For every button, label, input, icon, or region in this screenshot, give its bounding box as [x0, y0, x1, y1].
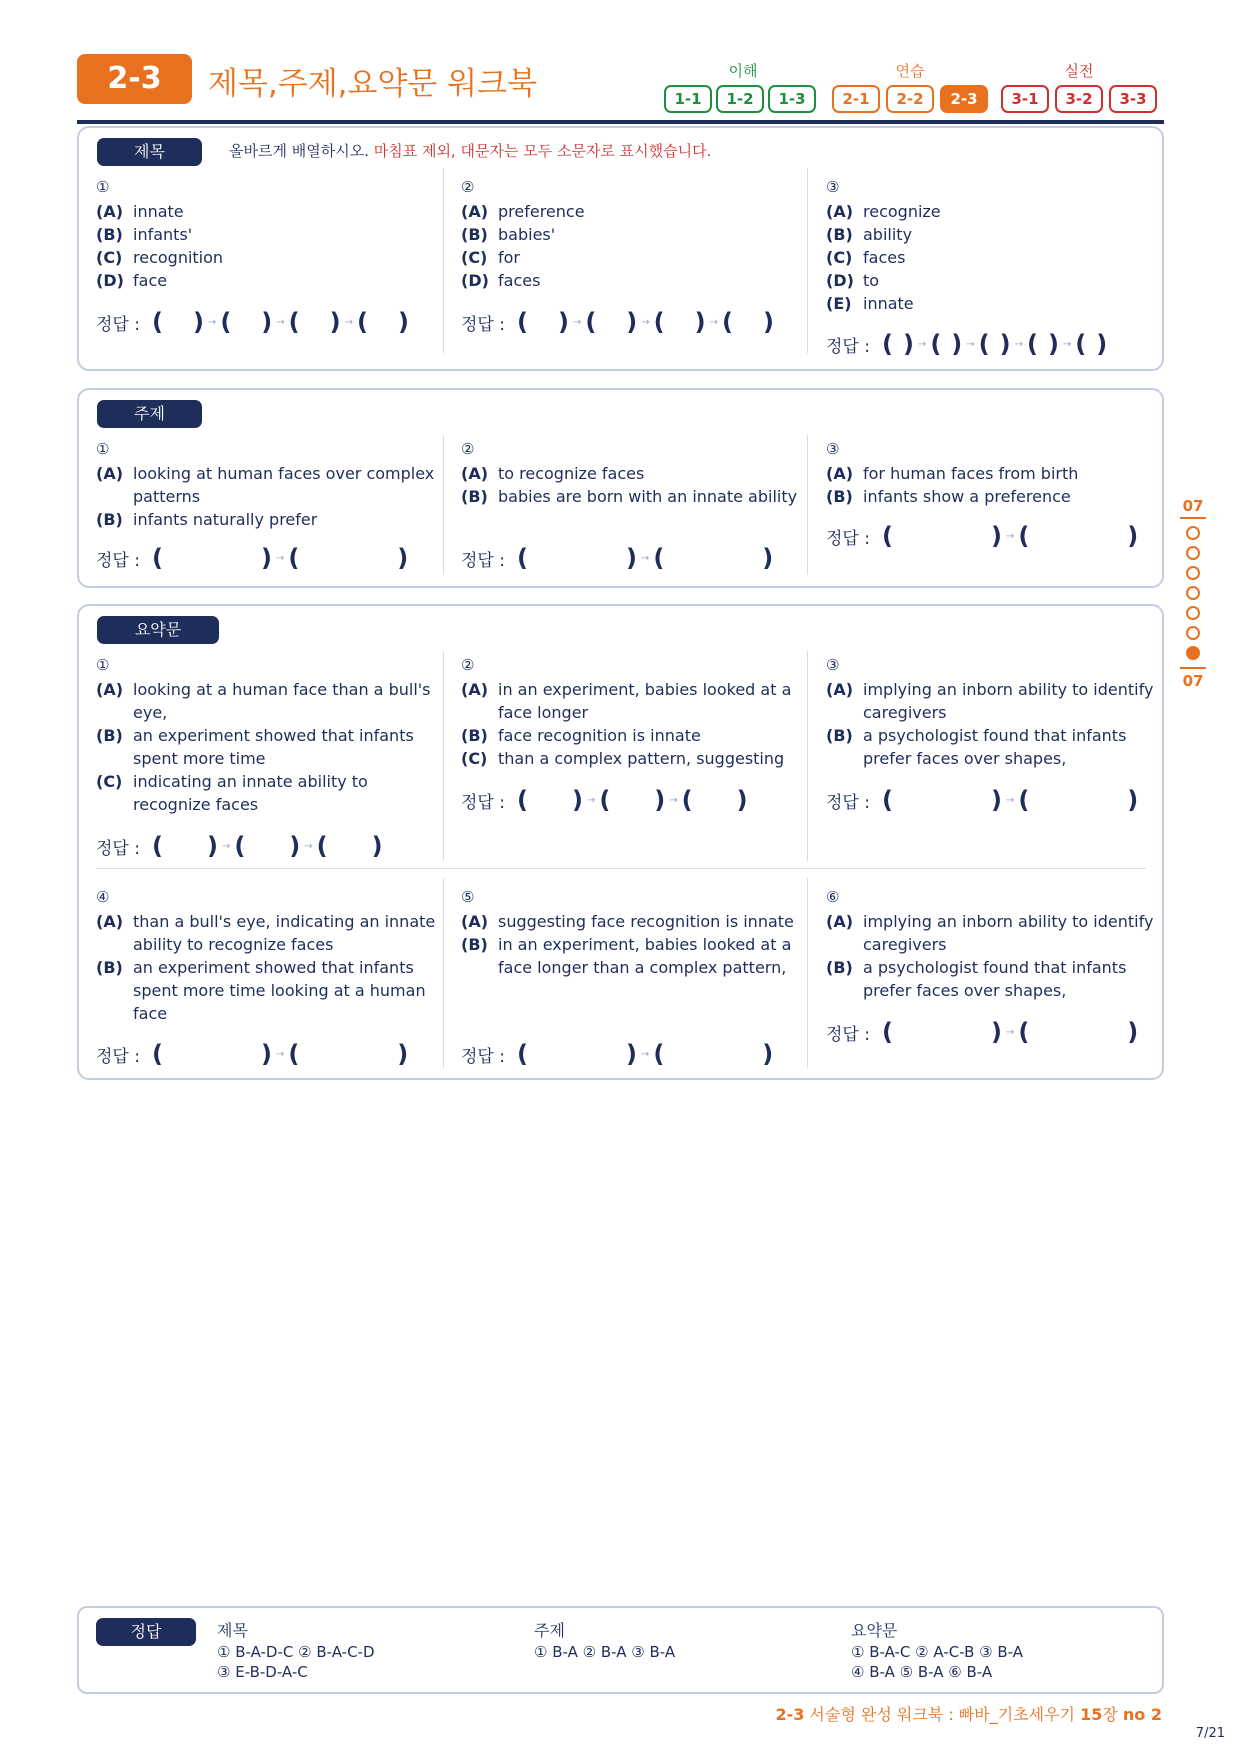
answer-blank-open: (	[1018, 522, 1030, 550]
option: (A) looking at a human face than a bull's eye,	[96, 680, 431, 722]
answer-blank-open: (	[585, 308, 597, 336]
progress-dot[interactable]	[1186, 566, 1200, 580]
question-number: ①	[96, 656, 110, 674]
nav-button-3-2[interactable]: 3-2	[1055, 85, 1103, 113]
answer-blank-close: )	[1127, 786, 1139, 814]
answer-blank-close: )	[571, 786, 583, 814]
nav-button-2-3[interactable]: 2-3	[940, 85, 988, 113]
answer-blank-close: )	[1096, 330, 1108, 358]
column-divider	[443, 878, 444, 1068]
header-rule	[77, 120, 1164, 124]
answer-blank-close: )	[1127, 522, 1139, 550]
answer-row[interactable]: 정답 : ( ) → ( )	[826, 1018, 1139, 1046]
option: (B) a psychologist found that infants prefer faces over shapes,	[826, 726, 1127, 768]
question-number: ①	[96, 440, 110, 458]
answer-blank-open: (	[288, 308, 300, 336]
answer-blank-open: (	[721, 308, 733, 336]
instruction	[229, 140, 711, 161]
option: (A) innate	[96, 202, 184, 221]
answer-row[interactable]: 정답 : ( ) → ( )	[96, 544, 409, 572]
arrow-icon: →	[641, 316, 650, 328]
section-label-summary: 요약문	[97, 616, 219, 644]
answer-row[interactable]: 정답 : ( ) → ( )	[461, 1040, 774, 1068]
answer-blank-open: (	[234, 832, 246, 860]
arrow-icon: →	[586, 794, 596, 806]
answer-blank-close: )	[260, 544, 272, 572]
option: (D) faces	[461, 271, 541, 290]
answer-row[interactable]: 정답 : ( ) → ( ) → ( ) → ( ) → ( )	[826, 330, 1108, 358]
answer-blank-open: (	[653, 1040, 665, 1068]
question-number: ①	[96, 178, 110, 196]
side-page-number-bottom: 07	[1182, 672, 1204, 690]
question-number: ⑤	[461, 888, 475, 906]
title-section	[77, 126, 1164, 371]
arrow-icon: →	[1005, 1026, 1015, 1038]
summary-question-2	[461, 656, 801, 861]
arrow-icon: →	[917, 338, 927, 350]
answer-blank-close: )	[990, 786, 1002, 814]
arrow-icon: →	[572, 316, 582, 328]
option: (B) infants show a preference	[826, 487, 1071, 506]
answer-blank-close: )	[192, 308, 204, 336]
answer-blank-open: (	[151, 544, 163, 572]
column-divider	[443, 168, 444, 353]
column-divider	[443, 651, 444, 861]
arrow-icon: →	[640, 552, 650, 564]
nav-button-2-2[interactable]: 2-2	[886, 85, 934, 113]
answer-row[interactable]: 정답 : ( ) → ( ) → ( ) → ( )	[96, 308, 409, 336]
footer-text: 서술형 완성 워크북 : 빠바_기초세우기	[804, 1705, 1081, 1724]
nav-button-3-3[interactable]: 3-3	[1109, 85, 1157, 113]
answer-key-summary-line: ① B-A-C ② A-C-B ③ B-A	[851, 1643, 1023, 1661]
answer-blank-close: )	[999, 330, 1011, 358]
option: (D) face	[96, 271, 168, 290]
answer-key-title-line: ① B-A-D-C ② B-A-C-D	[217, 1643, 375, 1661]
question-number: ③	[826, 656, 840, 674]
column-divider	[443, 435, 444, 575]
option: (A) implying an inborn ability to identify caregivers	[826, 912, 1154, 954]
option: (B) an experiment showed that infants spent more time looking at a human face	[96, 958, 426, 1023]
answer-blank-close: )	[626, 308, 638, 336]
column-divider	[807, 878, 808, 1068]
answer-blank-close: )	[951, 330, 963, 358]
answer-row[interactable]: 정답 : ( ) → ( )	[96, 1040, 409, 1068]
answer-key-box	[77, 1606, 1164, 1694]
arrow-icon: →	[304, 840, 313, 852]
answer-blank-close: )	[1127, 1018, 1139, 1046]
arrow-icon: →	[276, 316, 285, 328]
option: (B) an experiment showed that infants spent more time	[96, 726, 414, 768]
group-label-understand: 이해	[728, 62, 758, 80]
answer-blank-open: (	[220, 308, 232, 336]
column-divider	[807, 168, 808, 353]
page-title: 제목,주제,요약문 워크북	[208, 66, 538, 102]
side-bar	[1180, 517, 1206, 519]
column-divider	[807, 435, 808, 575]
question-number: ②	[461, 178, 475, 196]
topic-question-1	[96, 440, 436, 580]
nav-button-1-1[interactable]: 1-1	[664, 85, 712, 113]
option: (C) faces	[826, 248, 906, 267]
group-label-real: 실전	[1064, 62, 1094, 80]
answer-blank-open: (	[930, 330, 942, 358]
answer-blank-open: (	[881, 522, 893, 550]
answer-blank-open: (	[316, 832, 328, 860]
answer-blank-open: (	[288, 1040, 300, 1068]
answer-blank-open: (	[653, 308, 665, 336]
option: (B) a psychologist found that infants prefer faces over shapes,	[826, 958, 1127, 1000]
arrow-icon: →	[1005, 794, 1015, 806]
option: (E) innate	[826, 294, 914, 313]
answer-blank-close: )	[260, 1040, 272, 1068]
answer-key-title-line: ③ E-B-D-A-C	[217, 1663, 308, 1681]
progress-dot[interactable]	[1186, 546, 1200, 560]
arrow-icon: →	[1014, 338, 1023, 350]
answer-blank-close: )	[371, 832, 383, 860]
question-number: ⑥	[826, 888, 840, 906]
answer-blank-close: )	[1047, 330, 1059, 358]
progress-dot[interactable]	[1186, 586, 1200, 600]
title-question-3	[826, 178, 1166, 368]
summary-question-6	[826, 888, 1166, 1073]
instruction-note: 마침표 제외, 대문자는 모두 소문자로 표시했습니다.	[373, 142, 712, 160]
answer-blank-close: )	[990, 1018, 1002, 1046]
answer-blank-open: (	[599, 786, 611, 814]
section-label-topic: 주제	[97, 400, 202, 428]
answer-blank-open: (	[288, 544, 300, 572]
answer-row[interactable]: 정답 : ( ) → ( ) → ( ) → ( )	[461, 308, 774, 336]
answer-blank-open: (	[881, 786, 893, 814]
arrow-icon: →	[344, 316, 353, 328]
side-page-number-top: 07	[1182, 497, 1204, 515]
footer-unit: 2-3	[775, 1705, 805, 1724]
nav-button-3-1[interactable]: 3-1	[1001, 85, 1049, 113]
footer-chapter: 15	[1080, 1705, 1103, 1724]
answer-key-topic-line: ① B-A ② B-A ③ B-A	[534, 1643, 676, 1661]
answer-blank-open: (	[356, 308, 368, 336]
answer-row[interactable]: 정답 : ( ) → ( ) → ( )	[96, 832, 383, 860]
answer-blank-close: )	[206, 832, 218, 860]
question-number: ②	[461, 656, 475, 674]
side-bar	[1180, 667, 1206, 669]
answer-blank-close: )	[289, 832, 301, 860]
answer-blank-close: )	[397, 308, 409, 336]
answer-blank-close: )	[694, 308, 706, 336]
progress-dot-current[interactable]	[1186, 646, 1200, 660]
footer	[775, 1702, 1162, 1725]
option: (A) for human faces from birth	[826, 464, 1079, 483]
question-number: ④	[96, 888, 110, 906]
option: (B) infants'	[96, 225, 193, 244]
answer-blank-open: (	[516, 1040, 528, 1068]
answer-blank-open: (	[516, 544, 528, 572]
answer-blank-open: (	[653, 544, 665, 572]
option: (A) recognize	[826, 202, 941, 221]
arrow-icon: →	[1062, 338, 1072, 350]
option: (C) for	[461, 248, 520, 267]
answer-blank-close: )	[397, 1040, 409, 1068]
answer-blank-open: (	[516, 786, 528, 814]
nav-button-1-2[interactable]: 1-2	[716, 85, 764, 113]
option: (A) implying an inborn ability to identify caregivers	[826, 680, 1154, 722]
answer-key-title-head: 제목	[217, 1621, 248, 1640]
option: (A) to recognize faces	[461, 464, 645, 483]
option: (B) babies are born with an innate ability	[461, 487, 798, 506]
nav-button-2-1[interactable]: 2-1	[832, 85, 880, 113]
option: (A) suggesting face recognition is innate	[461, 912, 794, 931]
question-number: ③	[826, 440, 840, 458]
topic-section	[77, 388, 1164, 588]
option: (B) in an experiment, babies looked at a face longer than a complex pattern,	[461, 935, 792, 977]
answer-key-summary-line: ④ B-A ⑤ B-A ⑥ B-A	[851, 1663, 993, 1681]
summary-question-3	[826, 656, 1166, 861]
answer-blank-open: (	[151, 308, 163, 336]
answer-blank-open: (	[151, 832, 163, 860]
unit-badge: 2-3	[77, 54, 192, 104]
arrow-icon: →	[669, 794, 678, 806]
answer-row[interactable]: 정답 : ( ) → ( )	[461, 544, 774, 572]
answer-blank-open: (	[881, 330, 893, 358]
arrow-icon: →	[275, 552, 285, 564]
question-number: ③	[826, 178, 840, 196]
summary-question-4	[96, 888, 436, 1073]
option: (C) than a complex pattern, suggesting	[461, 749, 785, 768]
arrow-icon: →	[966, 338, 975, 350]
answer-blank-open: (	[1018, 1018, 1030, 1046]
option: (B) ability	[826, 225, 913, 244]
summary-question-1	[96, 656, 436, 861]
option: (B) infants naturally prefer	[96, 510, 318, 529]
answer-blank-close: )	[261, 308, 273, 336]
answer-blank-open: (	[881, 1018, 893, 1046]
answer-blank-close: )	[990, 522, 1002, 550]
option: (C) recognition	[96, 248, 224, 267]
answer-key-summary-head: 요약문	[851, 1621, 898, 1640]
option: (A) in an experiment, babies looked at a face longer	[461, 680, 792, 722]
option: (A) preference	[461, 202, 585, 221]
section-label-title: 제목	[97, 138, 202, 166]
arrow-icon: →	[640, 1048, 650, 1060]
progress-dot[interactable]	[1186, 606, 1200, 620]
column-divider	[807, 651, 808, 861]
answer-blank-close: )	[625, 1040, 637, 1068]
group-label-practice: 연습	[895, 62, 925, 80]
answer-key-label: 정답	[96, 1618, 196, 1646]
arrow-icon: →	[275, 1048, 285, 1060]
option: (B) face recognition is innate	[461, 726, 701, 745]
answer-blank-open: (	[516, 308, 528, 336]
answer-row[interactable]: 정답 : ( ) → ( )	[826, 786, 1139, 814]
option: (B) babies'	[461, 225, 556, 244]
answer-blank-open: (	[978, 330, 990, 358]
answer-blank-open: (	[1018, 786, 1030, 814]
arrow-icon: →	[1005, 530, 1015, 542]
summary-section	[77, 604, 1164, 1080]
progress-dot[interactable]	[1186, 626, 1200, 640]
answer-blank-close: )	[762, 308, 774, 336]
summary-question-5	[461, 888, 801, 1073]
arrow-icon: →	[207, 316, 217, 328]
footer-no: no 2	[1122, 1705, 1162, 1724]
answer-blank-close: )	[625, 544, 637, 572]
answer-blank-open: (	[1075, 330, 1087, 358]
topic-question-3	[826, 440, 1166, 580]
page-number: 7/21	[1195, 1726, 1225, 1741]
instruction-plain: 올바르게 배열하시오.	[229, 142, 374, 160]
answer-row[interactable]: 정답 : ( ) → ( )	[826, 522, 1139, 550]
arrow-icon: →	[221, 840, 231, 852]
arrow-icon: →	[709, 316, 718, 328]
answer-blank-close: )	[902, 330, 914, 358]
answer-blank-close: )	[762, 1040, 774, 1068]
answer-row[interactable]: 정답 : ( ) → ( ) → ( )	[461, 786, 748, 814]
answer-key-topic-head: 주제	[534, 1621, 565, 1640]
answer-blank-open: (	[151, 1040, 163, 1068]
topic-question-2	[461, 440, 801, 580]
option: (C) indicating an innate ability to recognize faces	[96, 772, 368, 814]
answer-blank-close: )	[557, 308, 569, 336]
answer-blank-close: )	[654, 786, 666, 814]
title-question-1	[96, 178, 436, 358]
option: (D) to	[826, 271, 880, 290]
nav-button-1-3[interactable]: 1-3	[768, 85, 816, 113]
answer-blank-close: )	[762, 544, 774, 572]
progress-dot[interactable]	[1186, 526, 1200, 540]
option: (A) looking at human faces over complex patterns	[96, 464, 435, 506]
footer-chapter-suffix: 장	[1102, 1705, 1123, 1724]
row-divider	[96, 868, 1146, 869]
option: (A) than a bull's eye, indicating an innate ability to recognize faces	[96, 912, 436, 954]
answer-blank-close: )	[329, 308, 341, 336]
question-number: ②	[461, 440, 475, 458]
answer-blank-close: )	[397, 544, 409, 572]
title-question-2	[461, 178, 801, 358]
answer-blank-open: (	[1026, 330, 1038, 358]
answer-blank-close: )	[736, 786, 748, 814]
answer-blank-open: (	[681, 786, 693, 814]
